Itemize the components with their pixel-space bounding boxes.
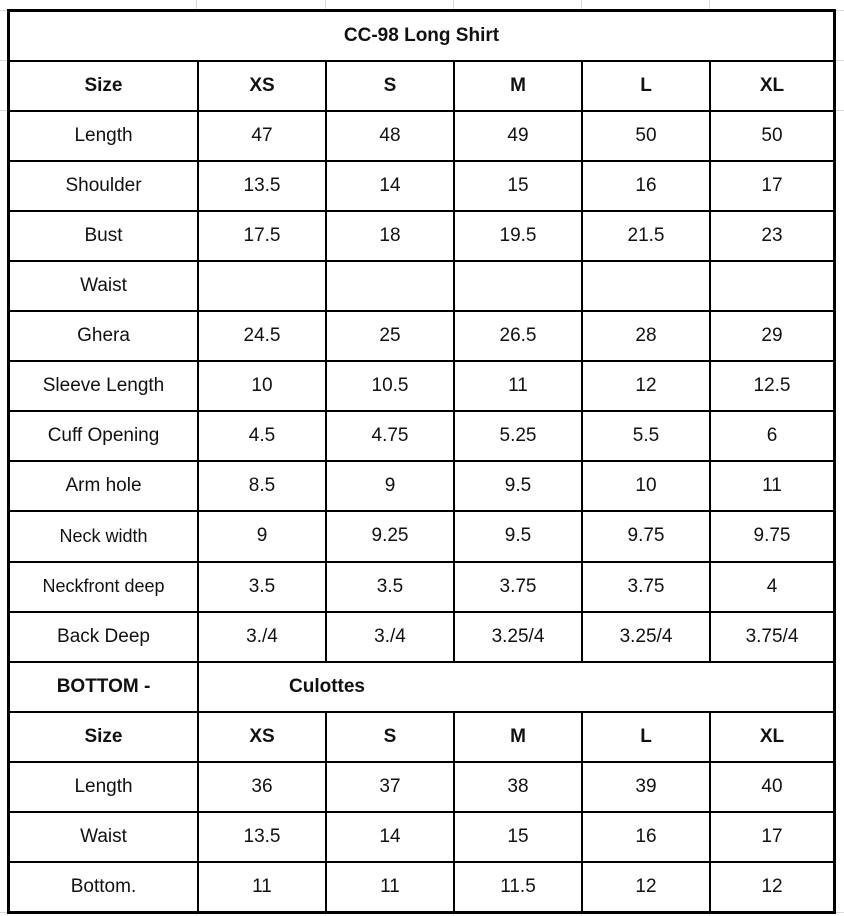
measurement-label: Waist bbox=[10, 261, 198, 311]
top-row-waist bbox=[10, 261, 833, 311]
value-cell-m: 15 bbox=[454, 161, 582, 211]
value-cell-m: 3.25/4 bbox=[454, 612, 582, 662]
measurement-label: Ghera bbox=[10, 311, 198, 361]
value-cell-xl: 11 bbox=[710, 461, 833, 511]
value-cell-xs: 47 bbox=[198, 111, 326, 161]
title-row bbox=[10, 12, 833, 61]
value-cell-xl: 40 bbox=[710, 762, 833, 812]
value-cell-xl: 3.75/4 bbox=[710, 612, 833, 662]
top-row-neckfront-deep bbox=[10, 562, 833, 612]
measurement-label: Length bbox=[10, 111, 198, 161]
value-cell-s: 4.75 bbox=[326, 411, 454, 461]
value-cell-s: 18 bbox=[326, 211, 454, 261]
value-cell-l: 28 bbox=[582, 311, 710, 361]
top-row-shoulder bbox=[10, 161, 833, 211]
bottom-row-bottom bbox=[10, 862, 833, 911]
value-cell-m: 49 bbox=[454, 111, 582, 161]
value-cell-xl: 9.75 bbox=[710, 511, 833, 561]
value-cell-m: 38 bbox=[454, 762, 582, 812]
value-cell-l: 16 bbox=[582, 812, 710, 862]
value-cell-xl: 17 bbox=[710, 161, 833, 211]
bottom-section-title-text: Culottes bbox=[289, 675, 365, 697]
top-row-sleeve-length bbox=[10, 361, 833, 411]
measurement-label: Neckfront deep bbox=[10, 562, 198, 612]
value-cell-xl: 12 bbox=[710, 862, 833, 911]
top-row-ghera bbox=[10, 311, 833, 361]
value-cell-xs: 11 bbox=[198, 862, 326, 911]
value-cell-m: 11 bbox=[454, 361, 582, 411]
value-cell-xl: 17 bbox=[710, 812, 833, 862]
value-cell-xs: 13.5 bbox=[198, 812, 326, 862]
value-cell-s: 3.5 bbox=[326, 562, 454, 612]
size-header-l: L bbox=[582, 712, 710, 762]
top-row-cuff-opening bbox=[10, 411, 833, 461]
chart-title: CC-98 Long Shirt bbox=[10, 12, 833, 61]
value-cell-xl: 29 bbox=[710, 311, 833, 361]
size-header-m: M bbox=[454, 61, 582, 111]
size-header-xs: XS bbox=[198, 712, 326, 762]
top-row-arm-hole bbox=[10, 461, 833, 511]
value-cell-l: 9.75 bbox=[582, 511, 710, 561]
value-cell-s: 25 bbox=[326, 311, 454, 361]
value-cell-m: 15 bbox=[454, 812, 582, 862]
measurement-label: Cuff Opening bbox=[10, 411, 198, 461]
value-cell-l bbox=[582, 261, 710, 311]
measurement-label: Arm hole bbox=[10, 461, 198, 511]
value-cell-s: 9 bbox=[326, 461, 454, 511]
top-row-back-deep bbox=[10, 612, 833, 662]
top-row-bust bbox=[10, 211, 833, 261]
top-row-neck-width bbox=[10, 511, 833, 561]
value-cell-s: 3./4 bbox=[326, 612, 454, 662]
value-cell-s bbox=[326, 261, 454, 311]
value-cell-xs: 36 bbox=[198, 762, 326, 812]
value-cell-xs: 10 bbox=[198, 361, 326, 411]
value-cell-xs: 8.5 bbox=[198, 461, 326, 511]
size-header-xl: XL bbox=[710, 61, 833, 111]
measurement-label: Neck width bbox=[10, 511, 198, 561]
value-cell-m: 26.5 bbox=[454, 311, 582, 361]
measurement-label: Bottom. bbox=[10, 862, 198, 911]
size-header-s: S bbox=[326, 712, 454, 762]
value-cell-s: 37 bbox=[326, 762, 454, 812]
value-cell-xs: 24.5 bbox=[198, 311, 326, 361]
measurement-label: Back Deep bbox=[10, 612, 198, 662]
size-header-row bbox=[10, 61, 833, 111]
value-cell-xs bbox=[198, 261, 326, 311]
value-cell-m bbox=[454, 261, 582, 311]
size-chart bbox=[7, 9, 836, 914]
value-cell-l: 12 bbox=[582, 361, 710, 411]
top-row-length bbox=[10, 111, 833, 161]
value-cell-s: 11 bbox=[326, 862, 454, 911]
value-cell-l: 10 bbox=[582, 461, 710, 511]
value-cell-l: 12 bbox=[582, 862, 710, 911]
value-cell-s: 14 bbox=[326, 161, 454, 211]
value-cell-m: 11.5 bbox=[454, 862, 582, 911]
value-cell-xl: 50 bbox=[710, 111, 833, 161]
value-cell-xl: 4 bbox=[710, 562, 833, 612]
size-header-m: M bbox=[454, 712, 582, 762]
value-cell-m: 19.5 bbox=[454, 211, 582, 261]
value-cell-xl: 23 bbox=[710, 211, 833, 261]
measurement-label: Length bbox=[10, 762, 198, 812]
value-cell-l: 39 bbox=[582, 762, 710, 812]
size-chart-table bbox=[10, 12, 833, 911]
value-cell-l: 5.5 bbox=[582, 411, 710, 461]
size-header-xs: XS bbox=[198, 61, 326, 111]
size-header-s: S bbox=[326, 61, 454, 111]
value-cell-l: 21.5 bbox=[582, 211, 710, 261]
value-cell-xl: 6 bbox=[710, 411, 833, 461]
value-cell-xs: 3.5 bbox=[198, 562, 326, 612]
value-cell-s: 14 bbox=[326, 812, 454, 862]
measurement-label: Shoulder bbox=[10, 161, 198, 211]
bottom-size-header-row bbox=[10, 712, 833, 762]
value-cell-xl: 12.5 bbox=[710, 361, 833, 411]
bottom-section-title bbox=[198, 662, 833, 712]
value-cell-xs: 9 bbox=[198, 511, 326, 561]
bottom-section-row bbox=[10, 662, 833, 712]
value-cell-xs: 17.5 bbox=[198, 211, 326, 261]
size-header-l: L bbox=[582, 61, 710, 111]
value-cell-xs: 4.5 bbox=[198, 411, 326, 461]
value-cell-l: 3.75 bbox=[582, 562, 710, 612]
measurement-label: Waist bbox=[10, 812, 198, 862]
bottom-section-label: BOTTOM - bbox=[10, 662, 198, 712]
size-header-label: Size bbox=[10, 712, 198, 762]
value-cell-l: 50 bbox=[582, 111, 710, 161]
value-cell-m: 9.5 bbox=[454, 461, 582, 511]
value-cell-xs: 13.5 bbox=[198, 161, 326, 211]
value-cell-l: 16 bbox=[582, 161, 710, 211]
size-header-xl: XL bbox=[710, 712, 833, 762]
value-cell-m: 5.25 bbox=[454, 411, 582, 461]
value-cell-s: 10.5 bbox=[326, 361, 454, 411]
value-cell-xs: 3./4 bbox=[198, 612, 326, 662]
value-cell-m: 3.75 bbox=[454, 562, 582, 612]
bottom-row-length bbox=[10, 762, 833, 812]
value-cell-xl bbox=[710, 261, 833, 311]
size-header-label: Size bbox=[10, 61, 198, 111]
value-cell-s: 9.25 bbox=[326, 511, 454, 561]
value-cell-m: 9.5 bbox=[454, 511, 582, 561]
measurement-label: Bust bbox=[10, 211, 198, 261]
value-cell-s: 48 bbox=[326, 111, 454, 161]
measurement-label: Sleeve Length bbox=[10, 361, 198, 411]
bottom-row-waist bbox=[10, 812, 833, 862]
value-cell-l: 3.25/4 bbox=[582, 612, 710, 662]
